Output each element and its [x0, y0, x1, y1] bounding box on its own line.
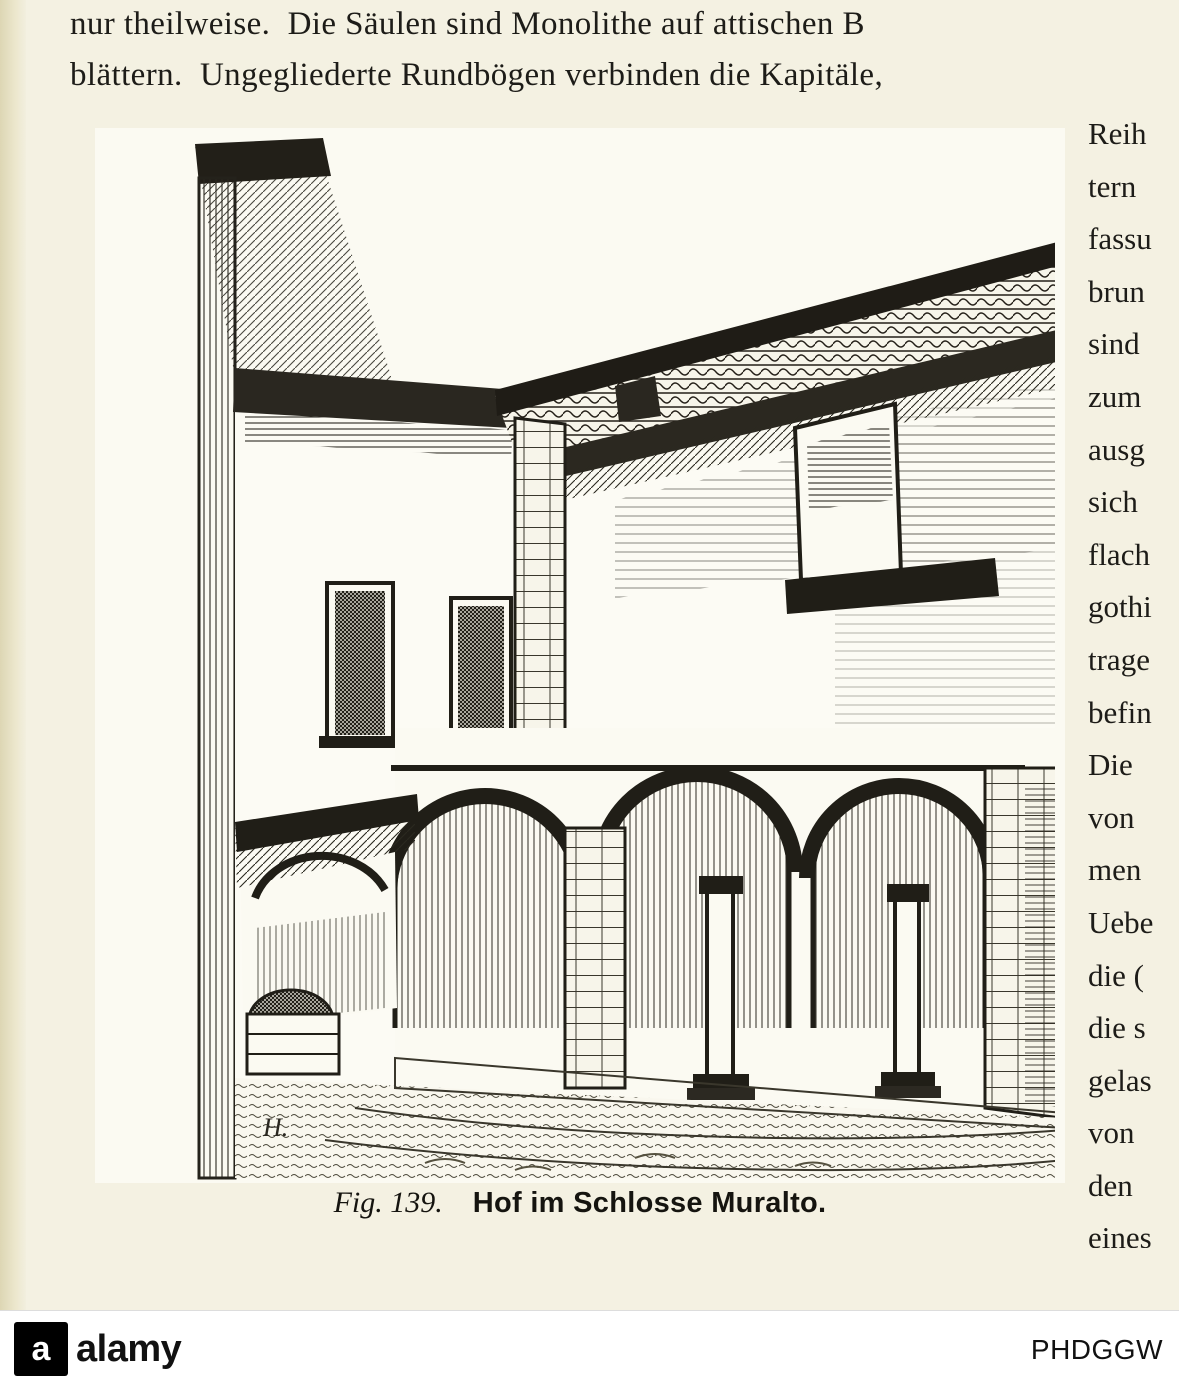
right-column-fragment: gothi [1088, 589, 1152, 625]
right-column-fragment: zum [1088, 378, 1142, 414]
artist-monogram: H. [263, 1113, 289, 1142]
right-column-fragment: fassu [1088, 221, 1152, 257]
right-column-clipped-text [1088, 108, 1179, 1248]
figure-title: Hof im Schlosse Muralto. [472, 1187, 827, 1219]
alamy-logo [14, 1322, 181, 1376]
body-text-line-1: nur theilweise. Die Säulen sind Monolithe auf attischen B [70, 6, 865, 42]
figure-caption [95, 1186, 1065, 1220]
right-column-fragment: Reih [1088, 116, 1147, 151]
right-column-fragment: sich [1088, 484, 1138, 520]
right-column-fragment: men [1088, 852, 1142, 888]
figure-number: Fig. 139. [333, 1186, 443, 1219]
alamy-logo-word: alamy [76, 1327, 182, 1370]
page-gutter-shadow [0, 0, 26, 1310]
right-column-fragment: Die [1088, 747, 1133, 783]
right-column-fragment: die s [1088, 1010, 1146, 1046]
right-column-fragment: ausg [1088, 431, 1145, 467]
right-column-fragment: die ( [1088, 957, 1144, 993]
right-column-fragment: trage [1088, 641, 1150, 677]
right-column-fragment: befin [1088, 694, 1152, 730]
right-column-fragment: gelas [1088, 1062, 1152, 1098]
right-column-fragment: von [1088, 799, 1135, 835]
right-column-fragment: Uebe [1088, 904, 1154, 940]
right-column-fragment: flach [1088, 536, 1150, 572]
right-column-fragment: eines [1088, 1220, 1152, 1248]
alamy-logo-mark: a [14, 1322, 68, 1376]
body-text-line-2: blättern. Ungegliederte Rundbögen verbinden die Kapitäle, [70, 57, 884, 93]
right-column-fragment: von [1088, 1115, 1135, 1151]
right-column-fragment: brun [1088, 273, 1145, 309]
right-column-fragment: sind [1088, 326, 1140, 362]
engraving-svg [95, 128, 1065, 1183]
right-column-fragment: tern [1088, 168, 1137, 204]
right-column-fragment: den [1088, 1167, 1133, 1203]
figure-illustration [95, 128, 1065, 1183]
image-id-label: PHDGGW [1030, 1334, 1163, 1365]
